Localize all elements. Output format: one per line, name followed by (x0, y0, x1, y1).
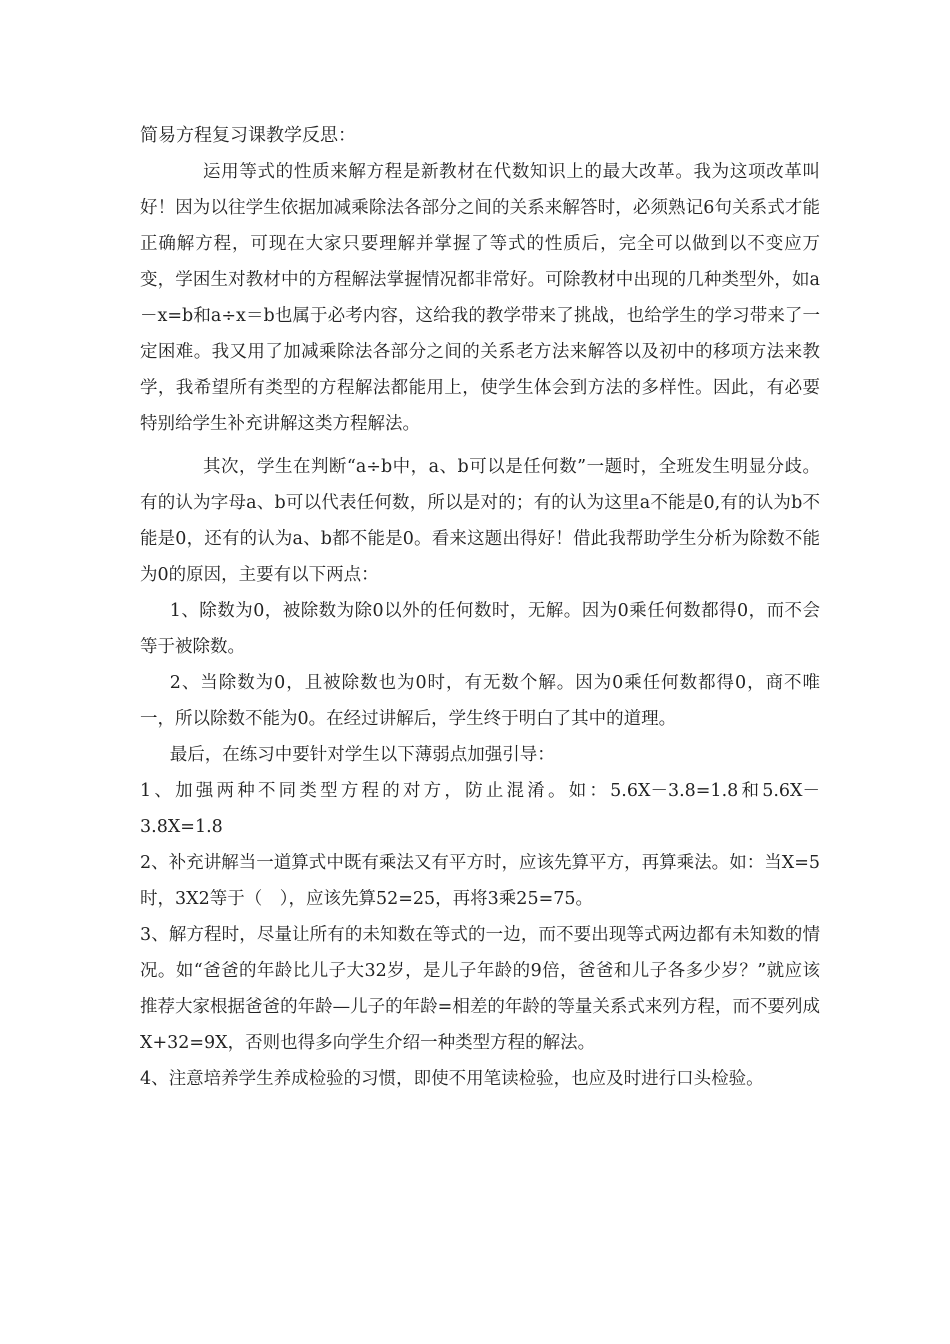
list-item-2: 2、补充讲解当一道算式中既有乘法又有平方时，应该先算平方，再算乘法。如：当X=5时，3X2等于（ ），应该先算52=25，再将3乘25=75。 (140, 853, 820, 909)
paragraph-intro: 运用等式的性质来解方程是新教材在代数知识上的最大改革。我为这项改革叫好！因为以往学生依据加减乘除法各部分之间的关系来解答时，必须熟记6句关系式才能正确解方程，可现在大家只要理解并掌握了等式的性质后，完全可以做到以不变应万变，学困生对教材中的方程解法掌握情况都非常好。可除教材中出现的几种类型外，如a－x=b和a÷x＝b也属于必考内容，这给我的教学带来了挑战，也给学生的学习带来了一定困难。我又用了加减乘除法各部分之间的关系老方法来解答以及初中的移项方法来教学，我希望所有类型的方程解法都能用上，使学生体会到方法的多样性。因此，有必要特别给学生补充讲解这类方程解法。 (140, 162, 820, 434)
paragraph-second: 其次，学生在判断“a÷b中，a、b可以是任何数”一题时，全班发生明显分歧。有的认为字母a、b可以代表任何数，所以是对的；有的认为这里a不能是0,有的认为b不能是0，还有的认为a、b都不能是0。看来这题出得好！借此我帮助学生分析为除数不能为0的原因，主要有以下两点： (140, 457, 820, 585)
paragraph-gap (140, 442, 820, 449)
document-body (140, 118, 820, 1097)
paragraph-finally: 最后，在练习中要针对学生以下薄弱点加强引导： (169, 745, 555, 765)
list-item-1: 1、加强两种不同类型方程的对方，防止混淆。如：5.6X－3.8=1.8和5.6X－3.8X=1.8 (140, 781, 820, 837)
list-item-4: 4、注意培养学生养成检验的习惯，即使不用笔读检验，也应及时进行口头检验。 (140, 1069, 764, 1089)
paragraph-point-1: 1、除数为0，被除数为除0以外的任何数时，无解。因为0乘任何数都得0，而不会等于被除数。 (140, 601, 820, 657)
paragraph-point-2: 2、当除数为0，且被除数也为0时，有无数个解。因为0乘任何数都得0，商不唯一，所以除数不能为0。在经过讲解后，学生终于明白了其中的道理。 (140, 673, 820, 729)
document-title: 简易方程复习课教学反思： (140, 125, 356, 146)
list-item-3: 3、解方程时，尽量让所有的未知数在等式的一边，而不要出现等式两边都有未知数的情况。如“爸爸的年龄比儿子大32岁，是儿子年龄的9倍，爸爸和儿子各多少岁？”就应该推荐大家根据爸爸的年龄—儿子的年龄=相差的年龄的等量关系式来列方程，而不要列成X+32=9X，否则也得多向学生介绍一种类型方程的解法。 (140, 925, 820, 1053)
